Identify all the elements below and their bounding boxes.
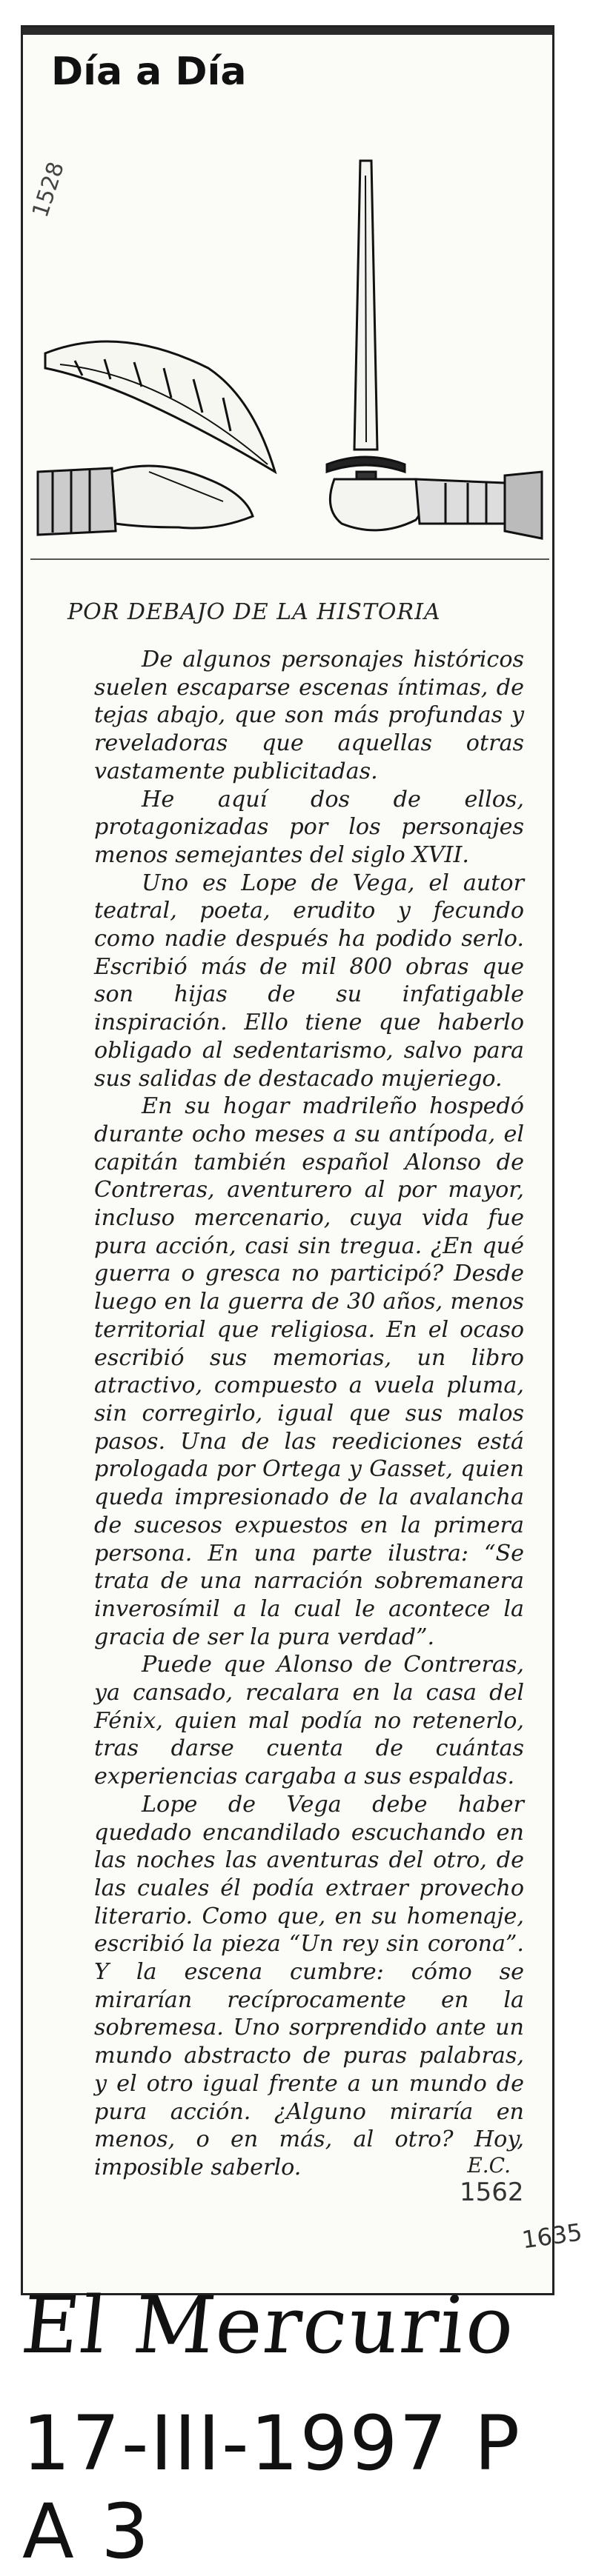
article-paragraph: De algunos personajes históricos suelen escaparse escenas íntimas, de tejas abajo, que son más profundas y reveladoras que aquellas otras vastamente publicitadas. (94, 647, 524, 784)
handwritten-side-number: 1635 (520, 2218, 584, 2255)
handwritten-page-mark: 1562 (460, 2178, 524, 2207)
handwritten-date-and-page: 17-III-1997 P A 3 (22, 2400, 522, 2576)
top-rule (23, 27, 552, 35)
handwritten-publication-name: El Mercurio (17, 2280, 520, 2371)
article-paragraph: Uno es Lope de Vega, el autor teatral, poeta, erudito y fecundo como nadie después ha podido serlo. Escribió más de mil 800 obras que son hijas de su infatigable inspiración. Ello tiene que haberlo obligado al sedentarismo, salvo para sus salidas de destacado mujeriego. (94, 870, 524, 1092)
quill-icon (45, 341, 275, 472)
article-body (94, 646, 524, 2182)
article-headline: POR DEBAJO DE LA HISTORIA (67, 599, 441, 625)
handwritten-margin-number: 1528 (27, 159, 70, 221)
article-paragraph: Puede que Alonso de Contreras, ya cansado, recalara en la casa del Fénix, quien mal podía no retenerlo, tras darse cuenta de cuántas experiencias cargaba a sus espaldas. (94, 1652, 524, 1790)
article-paragraph: He aquí dos de ellos, protagonizadas por los personajes menos semejantes del siglo XVII. (94, 786, 524, 868)
sword-icon (327, 161, 405, 516)
left-hand-icon (38, 466, 253, 535)
right-hand-icon (330, 472, 542, 538)
column-title: Día a Día (51, 50, 247, 94)
newspaper-clipping (21, 25, 554, 2295)
quill-and-sword-illustration (30, 153, 549, 583)
author-initials: E.C. (467, 2153, 511, 2178)
article-paragraph: En su hogar madrileño hospedó durante ocho meses a su antípoda, el capitán también español Alonso de Contreras, aventurero al por mayor, incluso mercenario, cuya vida fue pura acción, casi sin tregua. ¿En qué guerra o gresca no participó? Desde luego en la guerra de 30 años, menos territorial que religiosa. En el ocaso escribió sus memorias, un libro atractivo, compuesto a vuela pluma, sin corregirlo, igual que sus malos pasos. Una de las reediciones está prologada por Ortega y Gasset, quien queda impresionado de la avalancha de sucesos expuestos en la primera persona. En una parte ilustra: “Se trata de una narración sobremanera inverosímil a la cual le acontece la gracia de ser la pura verdad”. (94, 1093, 524, 1650)
article-paragraph: Lope de Vega debe haber quedado encandilado escuchando en las noches las aventuras del otro, de las cuales él podía extraer provecho literario. Como que, en su homenaje, escribió la pieza “Un rey sin corona”. Y la escena cumbre: cómo se mirarían recíprocamente en la sobremesa. Uno sorprendido ante un mundo abstracto de puras palabras, y el otro igual frente a un mundo de pura acción. ¿Alguno miraría en menos, o en más, al otro? Hoy, imposible saberlo. (94, 1791, 524, 2180)
